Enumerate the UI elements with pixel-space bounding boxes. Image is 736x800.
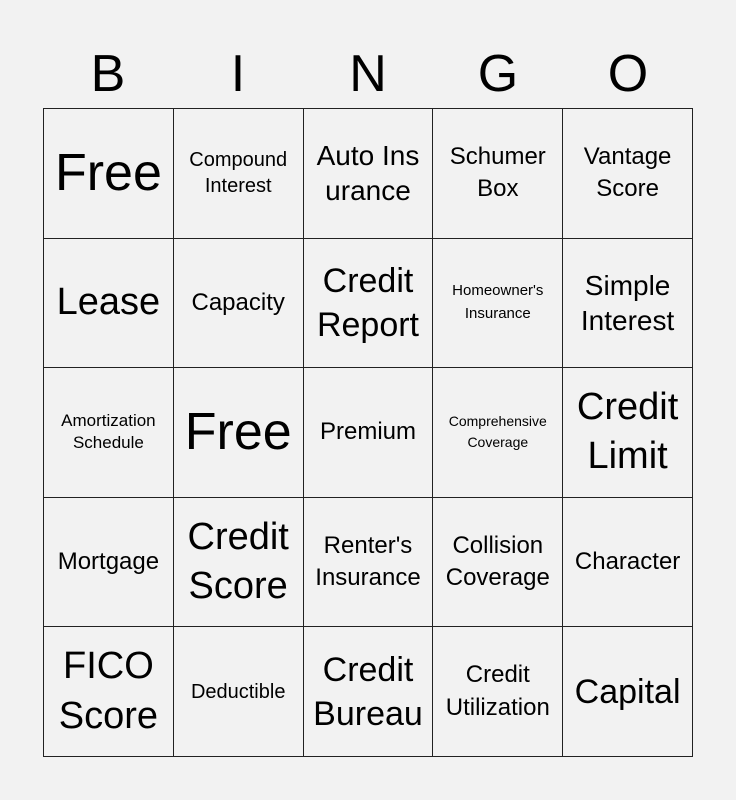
cell-label: Vantage Score xyxy=(583,142,672,203)
cell-label: Deductible xyxy=(190,680,286,703)
cell-label: Credit Utilization xyxy=(445,661,550,721)
bingo-cell-r5c2[interactable] xyxy=(174,627,304,757)
bingo-cell-r3c5[interactable] xyxy=(563,368,693,498)
bingo-header xyxy=(43,40,693,108)
bingo-cell-r1c1[interactable] xyxy=(44,109,174,239)
bingo-cell-r5c3[interactable] xyxy=(304,627,434,757)
header-letter-o: O xyxy=(607,45,649,103)
cell-label: Auto Insurance xyxy=(316,140,420,207)
header-letter-n: N xyxy=(349,45,387,103)
cell-label: Premium xyxy=(319,418,416,446)
bingo-cell-r1c5[interactable] xyxy=(563,109,693,239)
bingo-cell-r4c2[interactable] xyxy=(174,498,304,628)
cell-label: Free xyxy=(54,144,162,203)
cell-label: Simple Interest xyxy=(580,269,675,336)
cell-label: Credit Limit xyxy=(576,386,679,478)
cell-label: Mortgage xyxy=(57,547,160,575)
bingo-cell-r4c4[interactable] xyxy=(433,498,563,628)
cell-label: Character xyxy=(574,547,681,575)
bingo-cell-r3c4[interactable] xyxy=(433,368,563,498)
cell-label: Capital xyxy=(574,672,681,711)
cell-label: Credit Bureau xyxy=(313,650,423,733)
cell-label: Amortization Schedule xyxy=(61,410,156,453)
bingo-cell-r5c4[interactable] xyxy=(433,627,563,757)
cell-label: Capacity xyxy=(191,288,285,316)
cell-label: Collision Coverage xyxy=(445,531,550,592)
cell-label: Credit Report xyxy=(316,261,420,344)
bingo-cell-r4c5[interactable] xyxy=(563,498,693,628)
bingo-cell-r3c1[interactable] xyxy=(44,368,174,498)
bingo-cell-r5c5[interactable] xyxy=(563,627,693,757)
bingo-cell-r1c4[interactable] xyxy=(433,109,563,239)
bingo-cell-r1c3[interactable] xyxy=(304,109,434,239)
bingo-cell-r2c5[interactable] xyxy=(563,239,693,369)
cell-label: Compound Interest xyxy=(189,149,288,198)
bingo-cell-r1c2[interactable] xyxy=(174,109,304,239)
cell-label: Lease xyxy=(56,281,161,324)
cell-label: Credit Score xyxy=(187,515,289,608)
bingo-cell-r4c1[interactable] xyxy=(44,498,174,628)
bingo-cell-r4c3[interactable] xyxy=(304,498,434,628)
header-letter-g: G xyxy=(477,45,519,103)
cell-label: Homeowner's Insurance xyxy=(452,282,544,322)
cell-label: Renter's Insurance xyxy=(315,531,421,592)
bingo-board xyxy=(43,108,693,757)
bingo-cell-r2c4[interactable] xyxy=(433,239,563,369)
cell-label: Free xyxy=(184,403,292,462)
bingo-cell-r5c1[interactable] xyxy=(44,627,174,757)
header-letter-b: B xyxy=(90,45,126,103)
bingo-cell-r2c1[interactable] xyxy=(44,239,174,369)
cell-label: Schumer Box xyxy=(449,142,546,203)
cell-label: Comprehensive Coverage xyxy=(448,413,547,451)
header-letter-i: I xyxy=(230,45,246,103)
bingo-cell-r2c3[interactable] xyxy=(304,239,434,369)
bingo-cell-r3c3[interactable] xyxy=(304,368,434,498)
bingo-cell-r3c2[interactable] xyxy=(174,368,304,498)
bingo-cell-r2c2[interactable] xyxy=(174,239,304,369)
cell-label: FICO Score xyxy=(58,645,159,737)
